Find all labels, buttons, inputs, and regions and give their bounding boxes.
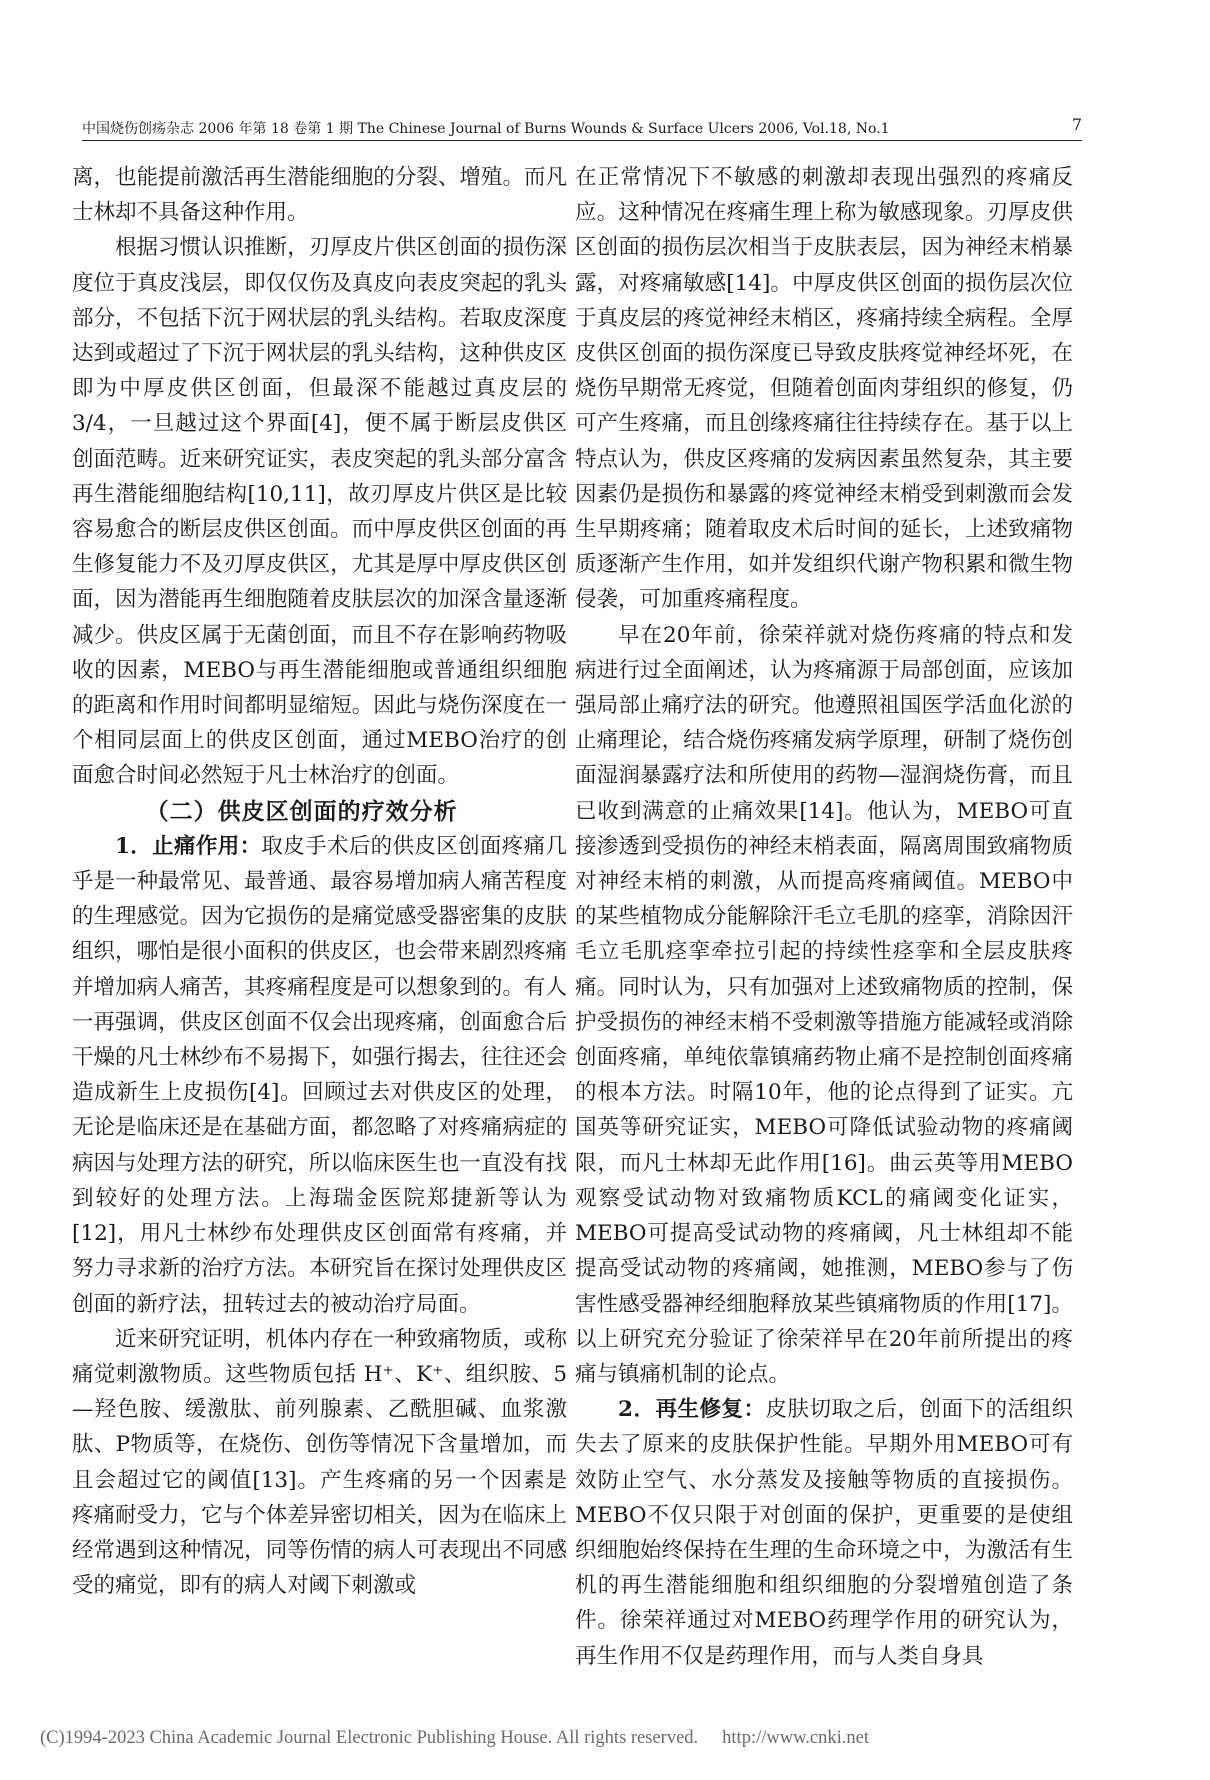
section-heading: （二）供皮区创面的疗效分析	[145, 797, 458, 825]
left-column	[72, 160, 567, 1630]
page-number: 7	[1071, 115, 1082, 134]
paragraph: 早在20年前，徐荣祥就对烧伤疼痛的特点和发病进行过全面阐述，认为疼痛源于局部创面，应该加强局部止痛疗法的研究。他遵照祖国医学活血化淤的止痛理论，结合烧伤疼痛发病学原理，研制了烧伤创面湿润暴露疗法和所使用的药物—湿润烧伤膏，而且已收到满意的止痛效果[14]。他认为，MEBO可直接渗透到受损伤的神经末梢表面，隔离周围致痛物质对神经末梢的刺激，从而提高疼痛阈值。MEBO中的某些植物成分能解除汗毛立毛肌的痉挛，消除因汗毛立毛肌痉挛牵拉引起的持续性痉挛和全层皮肤疼痛。同时认为，只有加强对上述致痛物质的控制，保护受损伤的神经末梢不受刺激等措施方能减轻或消除创面疼痛，单纯依靠镇痛药物止痛不是控制创面疼痛的根本方法。时隔10年，他的论点得到了证实。亢国英等研究证实，MEBO可降低试验动物的疼痛阈限，而凡士林却无此作用[16]。曲云英等用MEBO观察受试动物对致痛物质KCL的痛阈变化证实，MEBO可提高受试动物的疼痛阈，凡士林组却不能提高受试动物的疼痛阈，她推测，MEBO参与了伤害性感受器神经细胞释放某些镇痛物质的作用[17]。以上研究充分验证了徐荣祥早在20年前所提出的疼痛与镇痛机制的论点。	[575, 622, 1073, 1387]
paragraph: 根据习惯认识推断，刃厚皮片供区创面的损伤深度位于真皮浅层，即仅仅伤及真皮向表皮突起的乳头部分，不包括下沉于网状层的乳头结构。若取皮深度达到或超过了下沉于网状层的乳头结构，这种供皮区即为中厚皮供区创面，但最深不能越过真皮层的3/4，一旦越过这个界面[4]，便不属于断层皮供区创面范畴。近来研究证实，表皮突起的乳头部分富含再生潜能细胞结构[10,11]，故刃厚皮片供区是比较容易愈合的断层皮供区创面。而中厚皮供区创面的再生修复能力不及刃厚皮供区，尤其是厚中厚皮供区创面，因为潜能再生细胞随着皮肤层次的加深含量逐渐减少。供皮区属于无菌创面，而且不存在影响药物吸收的因素，MEBO与再生潜能细胞或普通组织细胞的距离和作用时间都明显缩短。因此与烧伤深度在一个相同层面上的供皮区创面，通过MEBO治疗的创面愈合时间必然短于凡士林治疗的创面。	[72, 235, 567, 789]
right-column	[575, 160, 1073, 1669]
paragraph	[72, 829, 567, 1322]
journal-citation: 中国烧伤创疡杂志 2006 年第 18 卷第 1 期 The Chinese Journal of Burns Wounds & Surface Ulcers 2006, Vol.18, No.1	[82, 121, 890, 137]
paragraph-lead: 1．止痛作用：	[115, 833, 262, 859]
paragraph-body: 皮肤切取之后，创面下的活组织失去了原来的皮肤保护性能。早期外用MEBO可有效防止空气、水分蒸发及接触等物质的直接损伤。MEBO不仅只限于对创面的保护，更重要的是使组织细胞始终保持在生理的生命环境之中，为激活有生机的再生潜能细胞和组织细胞的分裂增殖创造了条件。徐荣祥通过对MEBO药理学作用的研究认为，再生作用不仅是药理作用，而与人类自身具	[575, 1397, 1073, 1669]
footer-link[interactable]: http://www.cnki.net	[722, 1728, 869, 1748]
paragraph: 在正常情况下不敏感的刺激却表现出强烈的疼痛反应。这种情况在疼痛生理上称为敏感现象。刃厚皮供区创面的损伤层次相当于皮肤表层，因为神经末梢暴露，对疼痛敏感[14]。中厚皮供区创面的损伤层次位于真皮层的疼觉神经末梢区，疼痛持续全病程。全厚皮供区创面的损伤深度已导致皮肤疼觉神经坏死，在烧伤早期常无疼觉，但随着创面肉芽组织的修复，仍可产生疼痛，而且创缘疼痛往往持续存在。基于以上特点认为，供皮区疼痛的发病因素虽然复杂，其主要因素仍是损伤和暴露的疼觉神经末梢受到刺激而会发生早期疼痛；随着取皮术后时间的延长，上述致痛物质逐渐产生作用，如并发组织代谢产物积累和微生物侵袭，可加重疼痛程度。	[575, 165, 1073, 613]
paragraph: 近来研究证明，机体内存在一种致痛物质，或称痛觉刺激物质。这些物质包括 H⁺、K⁺、组织胺、5—羟色胺、缓激肽、前列腺素、乙酰胆碱、血浆激肽、P物质等，在烧伤、创伤等情况下含量增加，而且会超过它的阈值[13]。产生疼痛的另一个因素是疼痛耐受力，它与个体差异密切相关，因为在临床上经常遇到这种情况，同等伤情的病人可表现出不同感受的痛觉，即有的病人对阈下刺激或	[72, 1326, 567, 1599]
paragraph-body: 取皮手术后的供皮区创面疼痛几乎是一种最常见、最普通、最容易增加病人痛苦程度的生理感觉。因为它损伤的是痛觉感受器密集的皮肤组织，哪怕是很小面积的供皮区，也会带来剧烈疼痛并增加病人痛苦，其疼痛程度是可以想象到的。有人一再强调，供皮区创面不仅会出现疼痛，创面愈合后干燥的凡士林纱布不易揭下，如强行揭去，往往还会造成新生上皮损伤[4]。回顾过去对供皮区的处理，无论是临床还是在基础方面，都忽略了对疼痛病症的病因与处理方法的研究，所以临床医生也一直没有找到较好的处理方法。上海瑞金医院郑捷新等认为[12]，用凡士林纱布处理供皮区创面常有疼痛，并努力寻求新的治疗方法。本研究旨在探讨处理供皮区创面的新疗法，扭转过去的被动治疗局面。	[72, 833, 567, 1317]
paragraph	[575, 1392, 1073, 1674]
paragraph-lead: 2．再生修复：	[618, 1397, 766, 1423]
header-rule	[82, 140, 1082, 141]
copyright-notice: (C)1994-2023 China Academic Journal Electronic Publishing House. All rights reserved.	[40, 1728, 699, 1748]
footer	[40, 1728, 1200, 1749]
running-header	[82, 115, 1082, 139]
paragraph: 离，也能提前激活再生潜能细胞的分裂、增殖。而凡士林却不具备这种作用。	[72, 165, 567, 226]
